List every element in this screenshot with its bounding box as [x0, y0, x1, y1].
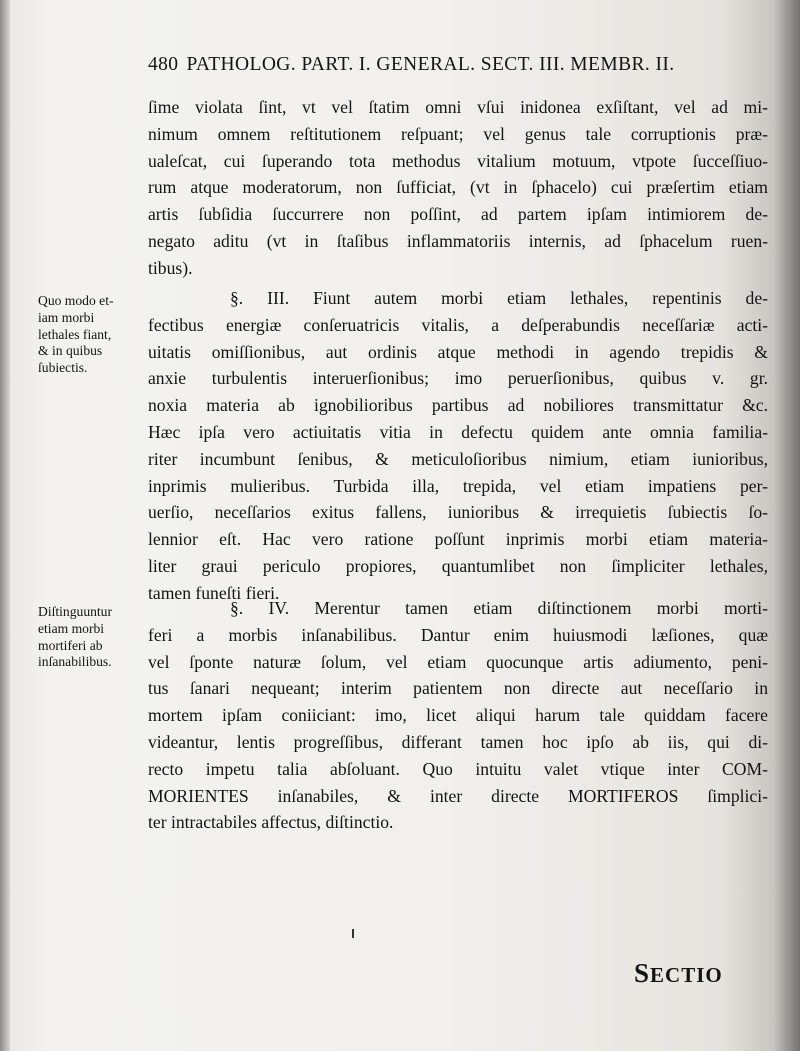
text-line: MORIENTES inſanabiles, & inter directe MORTIFEROS ſimplici-	[148, 785, 768, 806]
marginal-note-section-4	[38, 604, 142, 671]
text-line: ualeſcat, cui ſuperando tota methodus vitalium motuum, vtpote ſucceſſiuo-	[148, 150, 768, 171]
text-line: ter intractabiles affectus, diſtinctio.	[148, 812, 394, 833]
text-line: nimum omnem reſtitutionem reſpuant; vel genus tale corruptionis præ-	[148, 123, 768, 144]
text-line: lennior eſt. Hac vero ratione poſſunt inprimis morbi etiam materia-	[148, 529, 768, 550]
marginal-line: Diſtinguuntur	[38, 604, 113, 619]
ink-mark	[352, 929, 354, 938]
text-line: videantur, lentis progreſſibus, differant tamen hoc ipſo ab iis, qui di-	[148, 731, 768, 752]
marginal-line: iam morbi	[38, 309, 95, 325]
marginal-line: & in quibus	[38, 343, 103, 359]
running-title: PATHOLOG. PART. I. GENERAL. SECT. III. MEMBR. II.	[186, 54, 675, 75]
text-line: uitatis omiſſionibus, aut ordinis atque methodi in agendo trepidis &	[148, 341, 768, 362]
text-line: recto impetu talia abſoluant. Quo intuitu valet vtique inter COM-	[148, 758, 768, 779]
text-line: noxia materia ab ignobilioribus partibus ad nobiliores transmittatur &c.	[148, 395, 768, 416]
marginal-line: Quo modo et-	[38, 293, 114, 308]
text-line: tibus).	[148, 257, 193, 278]
catchword	[634, 958, 723, 989]
marginal-line: inſanabilibus.	[38, 654, 112, 670]
marginal-line: ſubiectis.	[38, 360, 88, 376]
marginal-line: etiam morbi	[38, 620, 105, 636]
marginal-line: lethales fiant,	[38, 326, 112, 342]
paragraph-continuation	[148, 94, 768, 282]
text-line: tus ſanari nequeant; interim patientem non directe aut neceſſario in	[148, 678, 768, 699]
page-number: 480	[148, 54, 179, 75]
page-edge-shadow	[774, 0, 800, 1051]
text-line: inprimis mulieribus. Turbida illa, trepida, vel etiam impatiens per-	[148, 475, 768, 496]
text-line: vel ſponte naturæ ſolum, vel etiam quocunque artis adiumento, peni-	[148, 651, 768, 672]
section-heading-line: §. III. Fiunt autem morbi etiam lethales, repentinis de-	[230, 288, 768, 308]
text-line: rum atque moderatorum, non ſufficiat, (vt in ſphacelo) cui præſertim etiam	[148, 177, 768, 198]
marginal-note-section-3	[38, 293, 142, 377]
text-line: mortem ipſam coniiciant: imo, licet aliqui harum tale quiddam facere	[148, 705, 768, 726]
section-3-paragraph	[148, 285, 768, 607]
text-line: anxie turbulentis interuerſionibus; imo peruerſionibus, quibus v. gr.	[148, 368, 768, 389]
marginal-line: mortiferi ab	[38, 637, 103, 653]
running-header	[148, 54, 748, 76]
text-line: ſime violata ſint, vt vel ſtatim omni vſui inidonea exſiſtant, vel ad mi-	[148, 97, 768, 117]
page-gutter-shadow	[0, 0, 10, 1051]
catchword-rest: ECTIO	[650, 963, 723, 987]
section-4-paragraph	[148, 595, 768, 836]
text-line: feri a morbis inſanabilibus. Dantur enim huiusmodi læſiones, quæ	[148, 624, 768, 645]
text-line: liter graui periculo propiores, quantumlibet non ſimpliciter lethales,	[148, 555, 768, 576]
section-heading-line: §. IV. Merentur tamen etiam diſtinctionem morbi morti-	[230, 598, 768, 618]
text-line: negato aditu (vt in ſtaſibus inflammatoriis internis, ad ſphacelum ruen-	[148, 230, 768, 251]
text-line: uerſio, neceſſarios exitus fallens, iunioribus & irrequietis ſubiectis ſo-	[148, 502, 768, 523]
text-line: fectibus energiæ conſeruatricis vitalis, a deſperabundis neceſſariæ acti-	[148, 314, 768, 335]
text-line: riter incumbunt ſenibus, & meticuloſioribus nimium, etiam iunioribus,	[148, 448, 768, 469]
text-line: artis ſubſidia ſuccurrere non poſſint, ad partem ipſam intimiorem de-	[148, 204, 768, 225]
text-line: Hæc ipſa vero actiuitatis vitia in defectu quidem ante omnia familia-	[148, 421, 768, 442]
text-line: tamen funeſti fieri.	[148, 582, 280, 603]
catchword-initial: S	[634, 958, 651, 988]
